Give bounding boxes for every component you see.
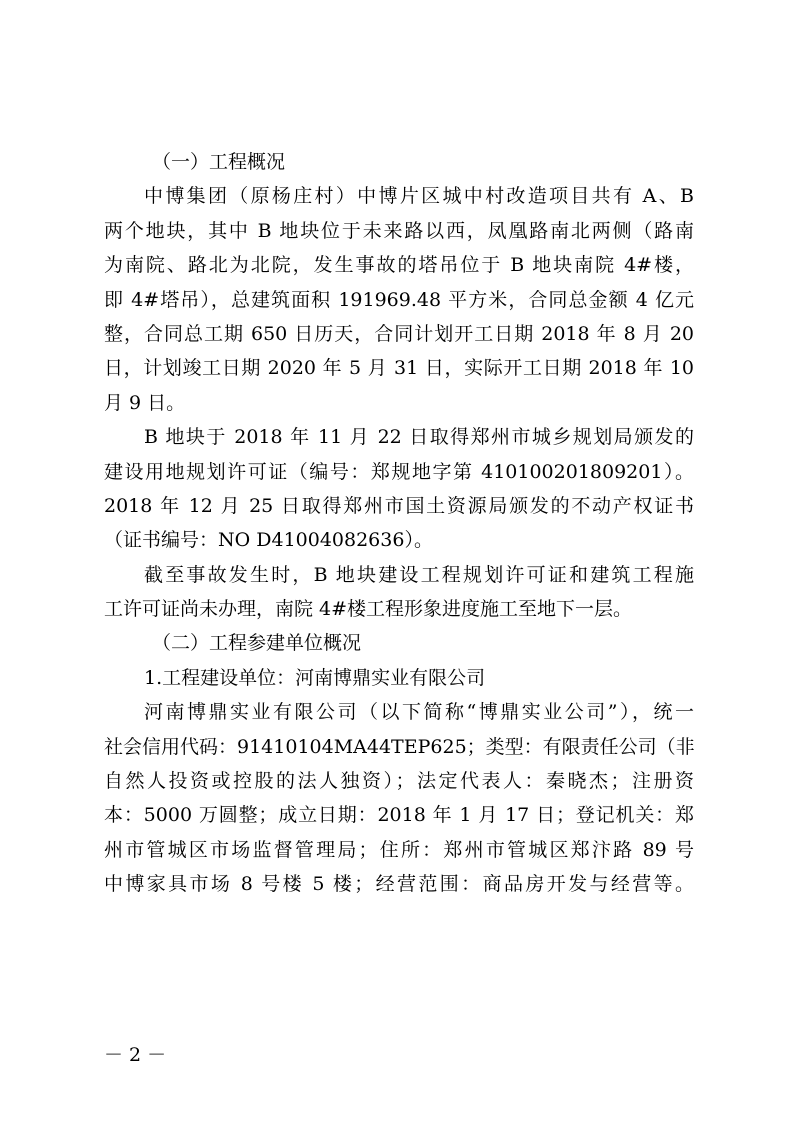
section-heading-participants: （二）工程参建单位概况 [152,632,362,655]
paragraph-line: （证书编号：NO D41004082636）。 [104,529,433,552]
paragraph-line: 两个地块，其中 B 地块位于未来路以西，凤凰路南北两侧（路南 [104,219,694,242]
paragraph-progress [104,558,694,627]
paragraph-developer-info [104,695,694,901]
page-number: － 2 － [104,1044,167,1066]
paragraph-line: 建设用地规划许可证（编号：郑规地字第 410100201809201）。 [104,460,694,483]
paragraph-line: B 地块于 2018 年 11 月 22 日取得郑州市城乡规划局颁发的 [144,426,694,449]
section-heading-overview: （一）工程概况 [152,151,286,173]
paragraph-line: 整，合同总工期 650 日历天，合同计划开工日期 2018 年 8 月 20 [104,322,694,345]
item-title-developer: 1.工程建设单位：河南博鼎实业有限公司 [144,666,486,689]
paragraph-line: 州市管城区市场监督管理局；住所：郑州市管城区郑汴路 89 号 [104,838,694,861]
paragraph-line: 本：5000 万圆整；成立日期：2018 年 1 月 17 日；登记机关：郑 [104,804,694,827]
paragraph-line: 为南院、路北为北院，发生事故的塔吊位于 B 地块南院 4#楼， [104,254,694,277]
paragraph-line: 日，计划竣工日期 2020 年 5 月 31 日，实际开工日期 2018 年 10 [104,357,694,380]
paragraph-line: 工许可证尚未办理，南院 4#楼工程形象进度施工至地下一层。 [104,598,633,621]
paragraph-project-overview [104,179,694,420]
paragraph-permits [104,420,694,558]
paragraph-line: 中博家具市场 8 号楼 5 楼；经营范围：商品房开发与经营等。 [104,873,694,896]
paragraph-line: 中博集团（原杨庄村）中博片区城中村改造项目共有 A、B [144,185,694,208]
paragraph-line: 自然人投资或控股的法人独资）；法定代表人：秦晓杰；注册资 [104,770,694,793]
paragraph-line: 社会信用代码：91410104MA44TEP625；类型：有限责任公司（非 [104,735,695,758]
paragraph-line: 2018 年 12 月 25 日取得郑州市国土资源局颁发的不动产权证书 [104,494,694,517]
paragraph-line: 即 4#塔吊），总建筑面积 191969.48 平方米，合同总金额 4 亿元 [104,288,694,311]
paragraph-line: 月 9 日。 [104,391,186,414]
paragraph-line: 河南博鼎实业有限公司（以下简称“博鼎实业公司”），统一 [144,701,694,724]
paragraph-line: 截至事故发生时，B 地块建设工程规划许可证和建筑工程施 [144,563,694,586]
document-body [104,145,694,902]
